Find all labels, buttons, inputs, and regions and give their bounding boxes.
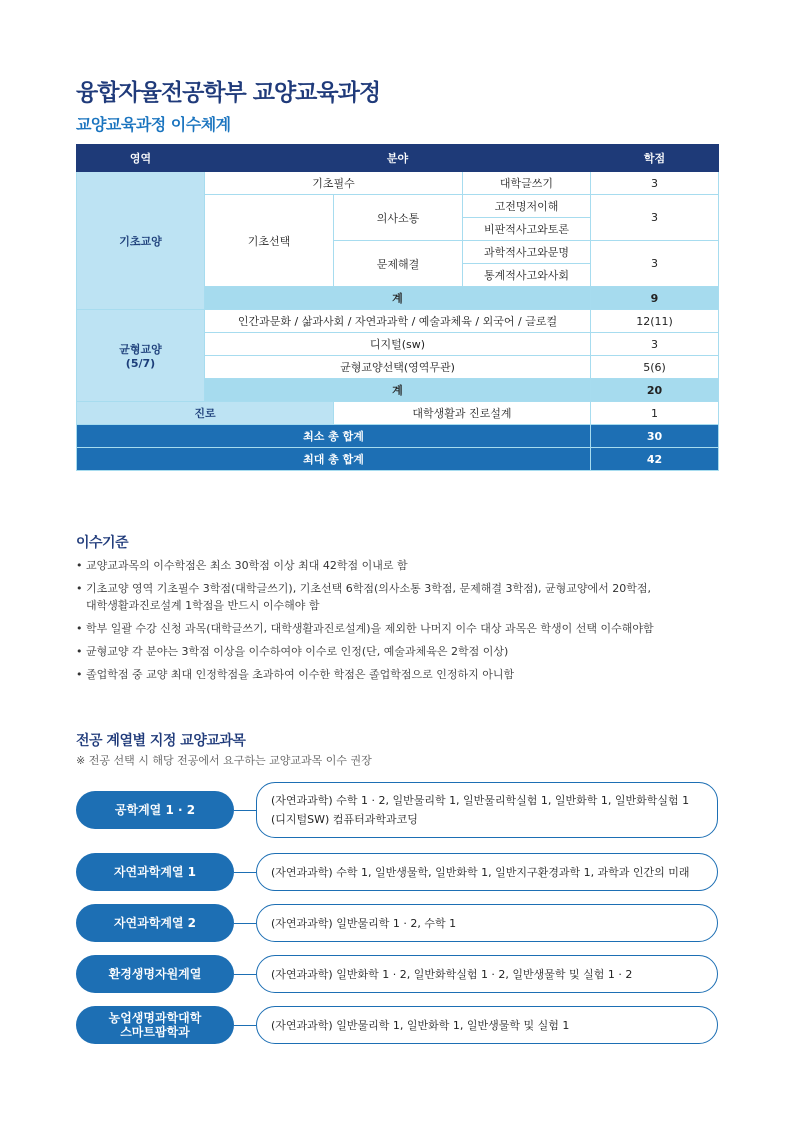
majors-note: ※ 전공 선택 시 해당 전공에서 요구하는 교양교과목 이수 권장 <box>76 754 372 767</box>
balanced-field: 균형교양선택(영역무관) <box>205 356 591 379</box>
track-connector <box>234 810 256 811</box>
problem-course: 과학적사고와문명 <box>463 241 591 264</box>
course-line: (자연과과학) 수학 1 · 2, 일반물리학 1, 일반물리학실험 1, 일반화학 1, 일반화학실험 1 <box>271 794 690 807</box>
basic-elective-label: 기초선택 <box>205 195 334 287</box>
track-connector <box>234 974 256 975</box>
communication-label: 의사소통 <box>334 195 463 241</box>
majors-heading: 전공 계열별 지정 교양교과목 <box>76 733 246 749</box>
table-row <box>77 172 719 195</box>
min-total-credit: 30 <box>591 425 719 448</box>
career-credit: 1 <box>591 402 719 425</box>
balanced-sum-label: 계 <box>205 379 591 402</box>
table-row <box>77 402 719 425</box>
problem-credit: 3 <box>591 241 719 287</box>
course-line: (디지털SW) 컴퓨터과학과코딩 <box>271 813 418 826</box>
list-item: • 교양교과목의 이수학점은 최소 30학점 이상 최대 42학점 이내로 함 <box>76 557 726 574</box>
area-balanced-line1: 균형교양 <box>119 343 162 356</box>
basic-required-credit: 3 <box>591 172 719 195</box>
track-courses <box>256 904 718 942</box>
page-subtitle: 교양교육과정 이수체계 <box>76 115 231 134</box>
basic-sum-credit: 9 <box>591 287 719 310</box>
table-row <box>77 448 719 471</box>
basic-required-label: 기초필수 <box>205 172 463 195</box>
balanced-field: 인간과문화 / 삶과사회 / 자연과과학 / 예술과체육 / 외국어 / 글로컬 <box>205 310 591 333</box>
track-courses <box>256 853 718 891</box>
course-line: (자연과과학) 수학 1, 일반생물학, 일반화학 1, 일반지구환경과학 1, 과학과 인간의 미래 <box>271 865 690 879</box>
problem-course: 통계적사고와사회 <box>463 264 591 287</box>
track-connector <box>234 872 256 873</box>
rules-heading: 이수기준 <box>76 535 129 551</box>
career-course: 대학생활과 진로설계 <box>334 402 591 425</box>
balanced-credit: 3 <box>591 333 719 356</box>
track-name: 공학계열 1 · 2 <box>76 791 234 829</box>
list-item: • 균형교양 각 분야는 3학점 이상을 이수하여야 이수로 인정(단, 예술과체육은 2학점 이상) <box>76 643 726 660</box>
basic-sum-label: 계 <box>205 287 591 310</box>
track-courses <box>256 782 718 838</box>
basic-required-course: 대학글쓰기 <box>463 172 591 195</box>
track-connector <box>234 1025 256 1026</box>
track-courses <box>256 1006 718 1044</box>
area-career: 진로 <box>77 402 334 425</box>
track-engineering <box>76 782 718 838</box>
communication-course: 비판적사고와토론 <box>463 218 591 241</box>
track-connector <box>234 923 256 924</box>
curriculum-table <box>76 144 719 471</box>
table-row <box>77 310 719 333</box>
track-natural-science-1 <box>76 853 718 891</box>
track-name: 자연과학계열 1 <box>76 853 234 891</box>
header-area: 영역 <box>77 145 205 172</box>
track-courses <box>256 955 718 993</box>
track-environment <box>76 955 718 993</box>
header-credit: 학점 <box>591 145 719 172</box>
communication-credit: 3 <box>591 195 719 241</box>
track-natural-science-2 <box>76 904 718 942</box>
track-smart-farm <box>76 1006 718 1044</box>
course-line: (자연과과학) 일반물리학 1 · 2, 수학 1 <box>271 916 457 930</box>
min-total-label: 최소 총 합계 <box>77 425 591 448</box>
problem-label: 문제해결 <box>334 241 463 287</box>
table-header-row <box>77 145 719 172</box>
track-name: 농업생명과학대학 스마트팜학과 <box>76 1006 234 1044</box>
track-name: 자연과학계열 2 <box>76 904 234 942</box>
area-balanced <box>77 310 205 402</box>
rules-list <box>76 557 726 689</box>
area-basic: 기초교양 <box>77 172 205 310</box>
page-title: 융합자율전공학부 교양교육과정 <box>76 80 381 106</box>
balanced-credit: 5(6) <box>591 356 719 379</box>
course-line: (자연과과학) 일반물리학 1, 일반화학 1, 일반생물학 및 실험 1 <box>271 1018 570 1032</box>
max-total-credit: 42 <box>591 448 719 471</box>
table-row <box>77 425 719 448</box>
max-total-label: 최대 총 합계 <box>77 448 591 471</box>
balanced-sum-credit: 20 <box>591 379 719 402</box>
communication-course: 고전명저이해 <box>463 195 591 218</box>
track-name: 환경생명자원계열 <box>76 955 234 993</box>
balanced-field: 디지털(sw) <box>205 333 591 356</box>
list-item: • 졸업학점 중 교양 최대 인정학점을 초과하여 이수한 학점은 졸업학점으로 인정하지 아니함 <box>76 666 726 683</box>
area-balanced-line2: (5/7) <box>125 357 156 370</box>
list-item: • 학부 일괄 수강 신청 과목(대학글쓰기, 대학생활과진로설계)을 제외한 나머지 이수 대상 과목은 학생이 선택 이수해야함 <box>76 620 726 637</box>
list-item: • 기초교양 영역 기초필수 3학점(대학글쓰기), 기초선택 6학점(의사소통 3학점, 문제해결 3학점), 균형교양에서 20학점, 대학생활과진로설계 1학점을 반드시 이수해야 함 <box>76 580 726 614</box>
course-line: (자연과과학) 일반화학 1 · 2, 일반화학실험 1 · 2, 일반생물학 및 실험 1 · 2 <box>271 967 633 981</box>
balanced-credit: 12(11) <box>591 310 719 333</box>
header-field: 분야 <box>205 145 591 172</box>
